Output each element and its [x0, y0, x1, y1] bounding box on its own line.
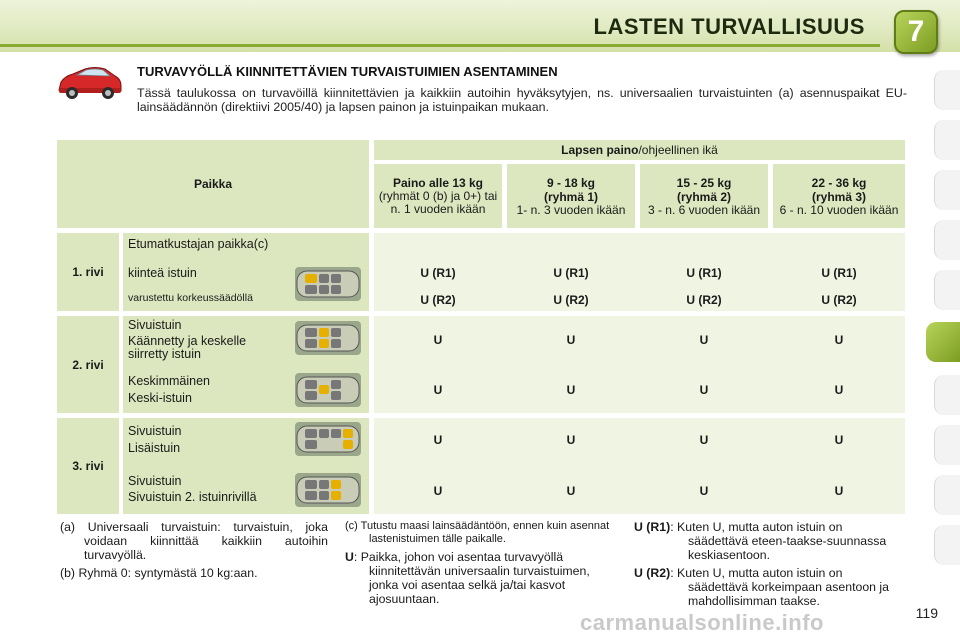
- car-seat-diagram: [295, 267, 361, 301]
- chapter-tab-2[interactable]: [934, 120, 960, 160]
- row-label: 2. rivi: [72, 357, 104, 372]
- chapter-tab-4[interactable]: [934, 220, 960, 260]
- value-cell: U: [566, 484, 576, 498]
- column-group: (ryhmä 3): [811, 189, 867, 204]
- column-header: [640, 164, 768, 228]
- watermark: carmanualsonline.info: [580, 610, 824, 635]
- seat-description: Keskimmäinen: [128, 374, 210, 388]
- value-cell: U: [433, 433, 443, 447]
- footnote-r2-text: : Kuten U, mutta auton istuin on säädettävä korkeimpaan asentoon ja mahdollisimman taakse.: [670, 566, 889, 608]
- value-cell: U: [566, 433, 576, 447]
- row-values: [374, 316, 905, 413]
- value-cell: U: [566, 333, 576, 347]
- seat-description: Keski-istuin: [128, 391, 192, 405]
- footnote-r1-text: : Kuten U, mutta auton istuin on säädettävä eteen-taakse-suunnassa keskiasentoon.: [670, 520, 887, 562]
- value-cell: U: [834, 333, 844, 347]
- footnote-r1: [634, 520, 904, 562]
- value-cell: U (R1): [686, 266, 722, 280]
- footnotes-middle: [345, 520, 615, 606]
- value-cell: U: [834, 433, 844, 447]
- footnote-u-text: : Paikka, johon voi asentaa turvavyöllä kiinnitettävän universaalin turvaistuimen, jonka voi asentaa selkä ja/tai kasvot ajosuuntaan.: [353, 550, 590, 606]
- footnote-u-key: U: [345, 550, 354, 564]
- row-label-cell: [57, 316, 119, 413]
- value-cell: U: [699, 433, 709, 447]
- page-title: LASTEN TURVALLISUUS: [593, 14, 865, 39]
- column-weight: 22 - 36 kg: [811, 175, 867, 190]
- value-cell: U: [433, 484, 443, 498]
- column-group: (ryhmä 2): [676, 189, 732, 204]
- row-label: 3. rivi: [72, 459, 104, 473]
- row-label: 1. rivi: [72, 265, 104, 279]
- value-cell: U (R1): [553, 266, 589, 280]
- footnote-u: [345, 550, 615, 606]
- column-weight: 9 - 18 kg: [546, 175, 596, 190]
- car-icon: [55, 64, 125, 102]
- section-title: TURVAVYÖLLÄ KIINNITETTÄVIEN TURVAISTUIMIEN ASENTAMINEN: [137, 64, 558, 79]
- car-seat-diagram: [295, 473, 361, 507]
- row-values: [374, 418, 905, 514]
- column-age: 6 - n. 10 vuoden ikään: [779, 202, 899, 217]
- weight-header-bold: Lapsen paino: [561, 143, 639, 157]
- seat-description: Lisäistuin: [128, 441, 181, 455]
- chapter-tab-7-active[interactable]: [926, 322, 960, 362]
- seat-description: kiinteä istuin: [128, 266, 197, 280]
- row-label-cell: [57, 418, 119, 514]
- weight-header: [561, 143, 718, 157]
- column-age: 1- n. 3 vuoden ikään: [516, 202, 626, 217]
- value-cell: U (R2): [686, 293, 722, 307]
- row-values: [374, 233, 905, 311]
- column-age: (ryhmät 0 (b) ja 0+) tai n. 1 vuoden ikään: [378, 189, 498, 216]
- footnote-r2: [634, 566, 904, 608]
- footnote-c: (c) Tutustu maasi lainsäädäntöön, ennen kuin asennat lastenistuimen tälle paikalle.: [345, 520, 610, 545]
- value-cell: U (R1): [420, 266, 456, 280]
- row-label-cell: [57, 233, 119, 311]
- footnotes-right: [634, 520, 904, 608]
- column-header: [773, 164, 905, 228]
- car-seat-diagram: [295, 422, 361, 456]
- footnote-a: (a) Universaali turvaistuin: turvaistuin, joka voidaan kiinnittää kaikkiin autoihin turvavyöllä.: [60, 520, 328, 562]
- value-cell: U (R2): [553, 293, 589, 307]
- seat-description: Sivuistuin 2. istuinrivillä: [128, 490, 257, 504]
- seat-description: Sivuistuin: [128, 424, 182, 438]
- value-cell: U: [433, 333, 443, 347]
- seat-cell: [123, 316, 369, 413]
- footnote-b: (b) Ryhmä 0: syntymästä 10 kg:aan.: [60, 566, 258, 580]
- column-weight: 15 - 25 kg: [676, 175, 732, 190]
- header-stripe: [0, 44, 880, 47]
- seat-cell: [123, 233, 369, 311]
- weight-header-rest: /ohjeellinen ikä: [638, 143, 718, 157]
- chapter-tab-8[interactable]: [934, 375, 960, 415]
- page-number: 119: [915, 605, 938, 621]
- footnote-r2-key: U (R2): [634, 566, 671, 580]
- place-header-cell: [57, 140, 369, 228]
- chapter-badge[interactable]: 7: [894, 10, 938, 54]
- value-cell: U (R2): [420, 293, 456, 307]
- column-weight: Paino alle 13 kg: [392, 176, 484, 190]
- seat-description: Sivuistuin: [128, 318, 182, 332]
- column-group: (ryhmä 1): [543, 189, 599, 204]
- seat-description: Käännetty ja keskelle: [128, 334, 247, 348]
- seat-cell: [123, 418, 369, 514]
- value-cell: U: [433, 383, 443, 397]
- chapter-tab-10[interactable]: [934, 475, 960, 515]
- value-cell: U: [699, 333, 709, 347]
- column-age: 3 - n. 6 vuoden ikään: [647, 202, 761, 217]
- place-header: Paikka: [193, 177, 233, 191]
- chapter-tab-11[interactable]: [934, 525, 960, 565]
- intro-text: Tässä taulukossa on turvavöillä kiinnitettävien ja kaikkiin autoihin hyväksytyjen, ns. universaalien turvaistuinten (a) asennuspaikat EU-lainsäädännön (direktiivi 2005/40) ja lapsen painon ja istuinpaikan mukaan.: [137, 86, 907, 114]
- value-cell: U: [834, 484, 844, 498]
- car-seat-diagram: [295, 373, 361, 407]
- footnote-r1-key: U (R1): [634, 520, 671, 534]
- seat-description: varustettu korkeussäädöllä: [128, 292, 253, 304]
- car-seat-diagram: [295, 321, 361, 355]
- value-cell: U: [566, 383, 576, 397]
- column-header: [507, 164, 635, 228]
- footnotes-left: [60, 520, 328, 580]
- chapter-tab-3[interactable]: [934, 170, 960, 210]
- value-cell: U: [699, 484, 709, 498]
- column-header: [374, 164, 502, 228]
- chapter-tab-1[interactable]: [934, 70, 960, 110]
- chapter-tab-9[interactable]: [934, 425, 960, 465]
- seat-description: Etumatkustajan paikka(c): [128, 237, 269, 251]
- chapter-tabs: [930, 60, 960, 620]
- chapter-tab-5[interactable]: [934, 270, 960, 310]
- value-cell: U: [699, 383, 709, 397]
- weight-header-cell: [374, 140, 905, 160]
- seat-description: Sivuistuin: [128, 474, 182, 488]
- value-cell: U (R1): [821, 266, 857, 280]
- value-cell: U: [834, 383, 844, 397]
- seat-description: siirretty istuin: [128, 347, 201, 361]
- value-cell: U (R2): [821, 293, 857, 307]
